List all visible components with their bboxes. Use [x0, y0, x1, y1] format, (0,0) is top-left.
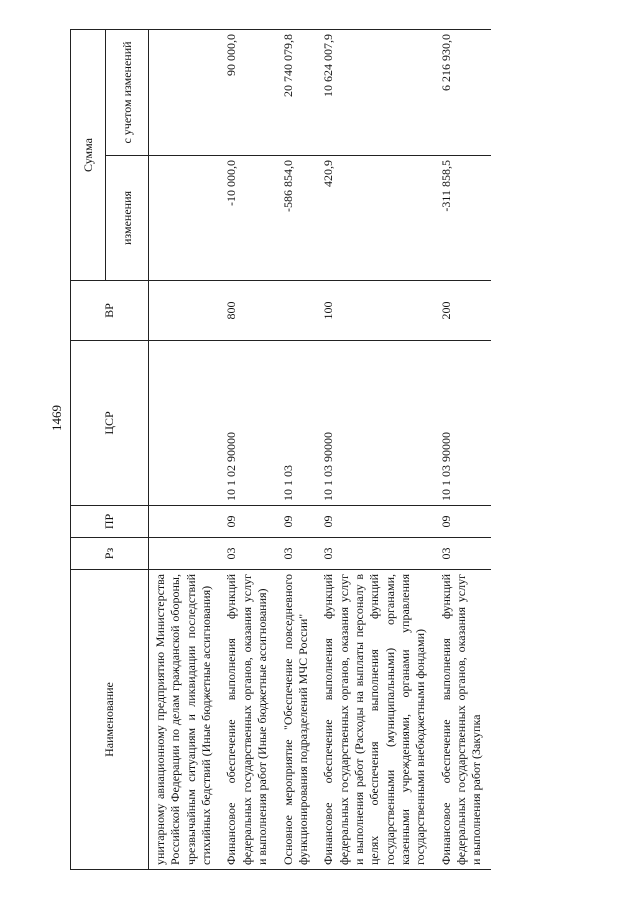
row-rz: [149, 538, 221, 570]
row-rz: 03: [317, 538, 435, 570]
header-name: Наименование: [71, 570, 149, 870]
header-pr: ПР: [71, 506, 149, 538]
row-name: Финансовое обеспечение выполнения функций федеральных государственных органов, оказания услуг и выполнения работ (Иные бюджетные ассигнования): [220, 570, 276, 870]
row-vr: [277, 281, 318, 341]
row-pr: 09: [317, 506, 435, 538]
row-total: 6 216 930,0: [435, 29, 491, 155]
table-row: [149, 29, 221, 869]
header-vr: ВР: [71, 281, 149, 341]
row-pr: 09: [277, 506, 318, 538]
row-total: 20 740 079,8: [277, 29, 318, 155]
row-csr: 10 1 03: [277, 341, 318, 506]
row-change: 420,9: [317, 156, 435, 281]
table-row: [220, 29, 276, 869]
row-change: -10 000,0: [220, 156, 276, 281]
row-rz: 03: [277, 538, 318, 570]
row-change: -311 858,5: [435, 156, 491, 281]
header-sum: Сумма: [71, 29, 106, 280]
header-rz: Рз: [71, 538, 149, 570]
header-change: изменения: [106, 156, 149, 281]
row-name: унитарному авиационному предприятию Министерства Российской Федерации по делам гражданской обороны, чрезвычайным ситуациям и ликвидации последствий стихийных бедствий (Иные бюджетные ассигнования): [149, 570, 221, 870]
row-vr: 800: [220, 281, 276, 341]
row-change: [149, 156, 221, 281]
row-name: Финансовое обеспечение выполнения функций федеральных государственных органов, оказания услуг и выполнения работ (Закупка: [435, 570, 491, 870]
row-vr: [149, 281, 221, 341]
row-vr: 200: [435, 281, 491, 341]
page-number: 1469: [49, 405, 64, 431]
header-csr: ЦСР: [71, 341, 149, 506]
table-row: [317, 29, 435, 869]
row-total: [149, 29, 221, 155]
row-pr: [149, 506, 221, 538]
row-pr: 09: [220, 506, 276, 538]
row-csr: [149, 341, 221, 506]
budget-table: [70, 29, 491, 870]
row-csr: 10 1 02 90000: [220, 341, 276, 506]
row-rz: 03: [220, 538, 276, 570]
row-pr: 09: [435, 506, 491, 538]
row-name: Финансовое обеспечение выполнения функций федеральных государственных органов, оказания услуг и выполнения работ (Расходы на выплаты персоналу в целях обеспечения выполнения функций государственными (муниципальными) органами, казенными учреждениями, органами управления государственными внебюджетными фондами): [317, 570, 435, 870]
header-with-change: с учетом изменений: [106, 29, 149, 155]
row-total: 90 000,0: [220, 29, 276, 155]
row-csr: 10 1 03 90000: [435, 341, 491, 506]
row-rz: 03: [435, 538, 491, 570]
table-row: [277, 29, 318, 869]
row-name: Основное мероприятие "Обеспечение повседневного функционирования подразделений МЧС России": [277, 570, 318, 870]
row-change: -586 854,0: [277, 156, 318, 281]
row-vr: 100: [317, 281, 435, 341]
row-total: 10 624 007,9: [317, 29, 435, 155]
table-row: [435, 29, 491, 869]
rotated-page: [70, 30, 580, 870]
row-csr: 10 1 03 90000: [317, 341, 435, 506]
